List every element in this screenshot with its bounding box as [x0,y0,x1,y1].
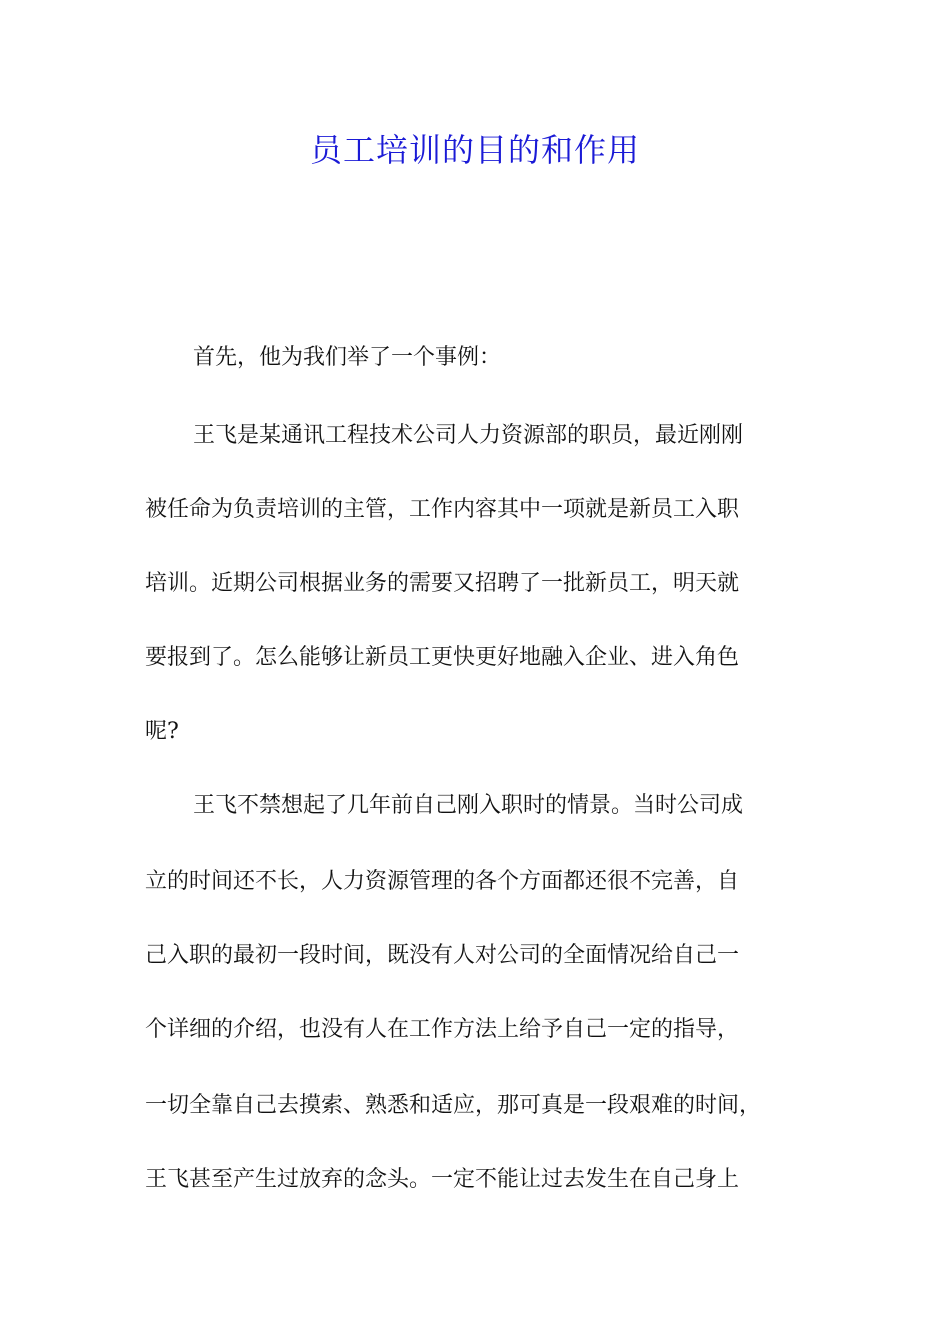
paragraph-line: 要报到了。怎么能够让新员工更快更好地融入企业、进入角色 [145,645,740,670]
paragraph-line: 首先，他为我们举了一个事例： [193,345,502,370]
paragraph-line: 王飞是某通讯工程技术公司人力资源部的职员，最近刚刚 [193,423,744,448]
paragraph-line: 被任命为负责培训的主管，工作内容其中一项就是新员工入职 [145,497,740,522]
paragraph-line: 立的时间还不长，人力资源管理的各个方面都还很不完善，自 [145,869,740,894]
paragraph-line: 呢? [145,719,179,744]
paragraph-line: 王飞甚至产生过放弃的念头。一定不能让过去发生在自己身上 [145,1167,740,1192]
document-title: 员工培训的目的和作用 [309,131,640,169]
paragraph-line: 王飞不禁想起了几年前自己刚入职时的情景。当时公司成 [193,793,744,818]
paragraph-line: 培训。近期公司根据业务的需要又招聘了一批新员工，明天就 [145,571,740,596]
paragraph-line: 一切全靠自己去摸索、熟悉和适应，那可真是一段艰难的时间， [145,1093,762,1118]
paragraph-line: 个详细的介绍，也没有人在工作方法上给予自己一定的指导， [145,1017,740,1042]
paragraph-line: 己入职的最初一段时间，既没有人对公司的全面情况给自己一 [145,943,740,968]
